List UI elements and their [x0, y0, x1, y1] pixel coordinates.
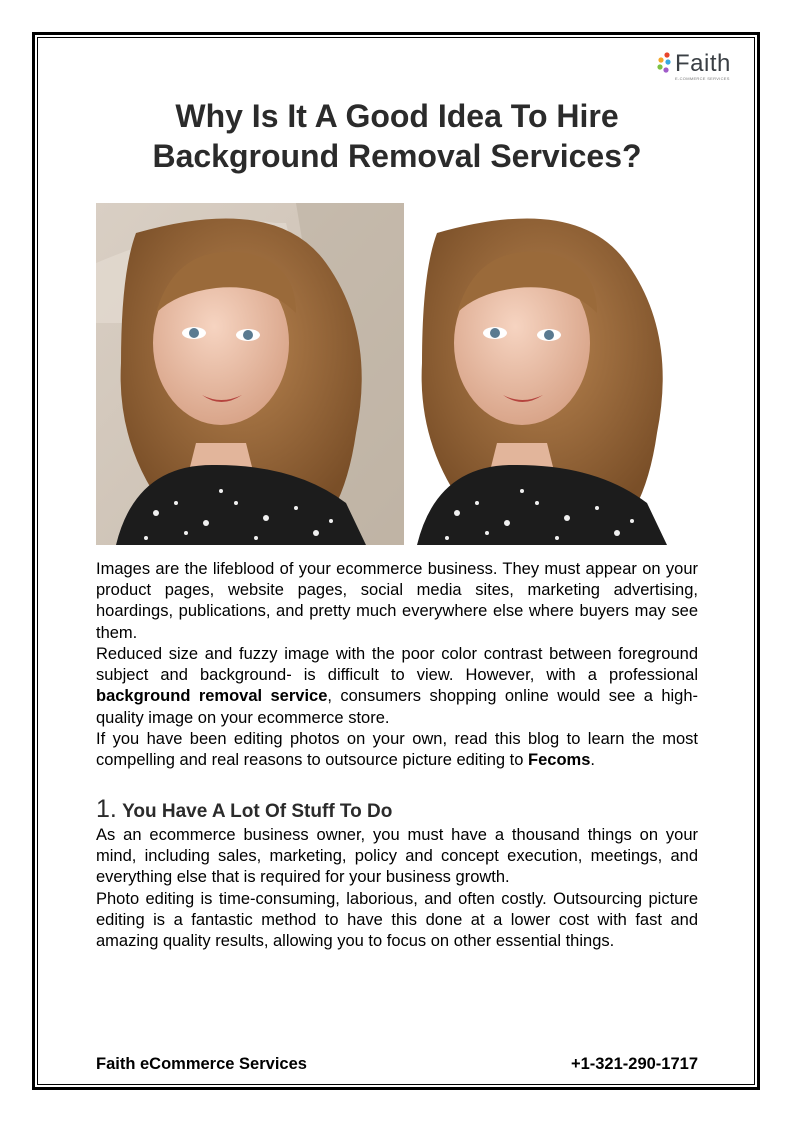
section-1-paragraph-2: Photo editing is time-consuming, laborious, and often costly. Outsourcing picture editing is a fantastic method to have this done at a lower cost with fast and amazing quality results, allowing you to focus on other essential things.: [96, 890, 698, 951]
footer-company: Faith eCommerce Services: [96, 1055, 307, 1073]
page-title: [96, 96, 698, 176]
faith-logo: [655, 52, 731, 80]
intro-p3-text-a: If you have been editing photos on your own, read this blog to learn the most compelling and real reasons to outsource picture editing to: [96, 730, 698, 770]
intro-p3-text-b: .: [590, 751, 595, 770]
before-photo: [96, 203, 404, 545]
logo-tagline: E-COMMERCE SERVICES: [675, 76, 730, 81]
title-line-2: Background Removal Services?: [152, 138, 642, 174]
section-1-number: 1.: [96, 795, 117, 823]
faith-logo-icon: [655, 52, 673, 76]
intro-paragraph-3: [96, 729, 698, 771]
intro-p2-text-b: , consumers shopping online would see a high-quality image on your ecommerce store.: [96, 687, 699, 727]
after-photo: [407, 203, 698, 545]
fecoms-link[interactable]: Fecoms: [528, 751, 591, 770]
section-1-paragraph-1: As an ecommerce business owner, you must have a thousand things on your mind, including sales, marketing, policy and concept execution, meetings, and everything else that is required for your business growth.: [96, 826, 698, 887]
footer-phone[interactable]: +1-321-290-1717: [570, 1055, 698, 1073]
section-1-title: You Have A Lot Of Stuff To Do: [122, 801, 393, 822]
logo-word: Faith: [675, 50, 731, 77]
background-removal-service-link[interactable]: background removal service: [96, 687, 328, 706]
intro-p2-text-a: Reduced size and fuzzy image with the poor color contrast between foreground subject and background- is difficult to view. However, with a professional: [96, 645, 698, 685]
title-line-1: Why Is It A Good Idea To Hire: [175, 98, 619, 134]
intro-paragraph-1: Images are the lifeblood of your ecommerce business. They must appear on your product pages, website pages, social media sites, marketing advertising, hoardings, publications, and pretty much everywhere else where buyers may see them.: [96, 560, 698, 642]
section-1-heading: [96, 794, 392, 827]
intro-paragraph-2: [96, 644, 698, 729]
